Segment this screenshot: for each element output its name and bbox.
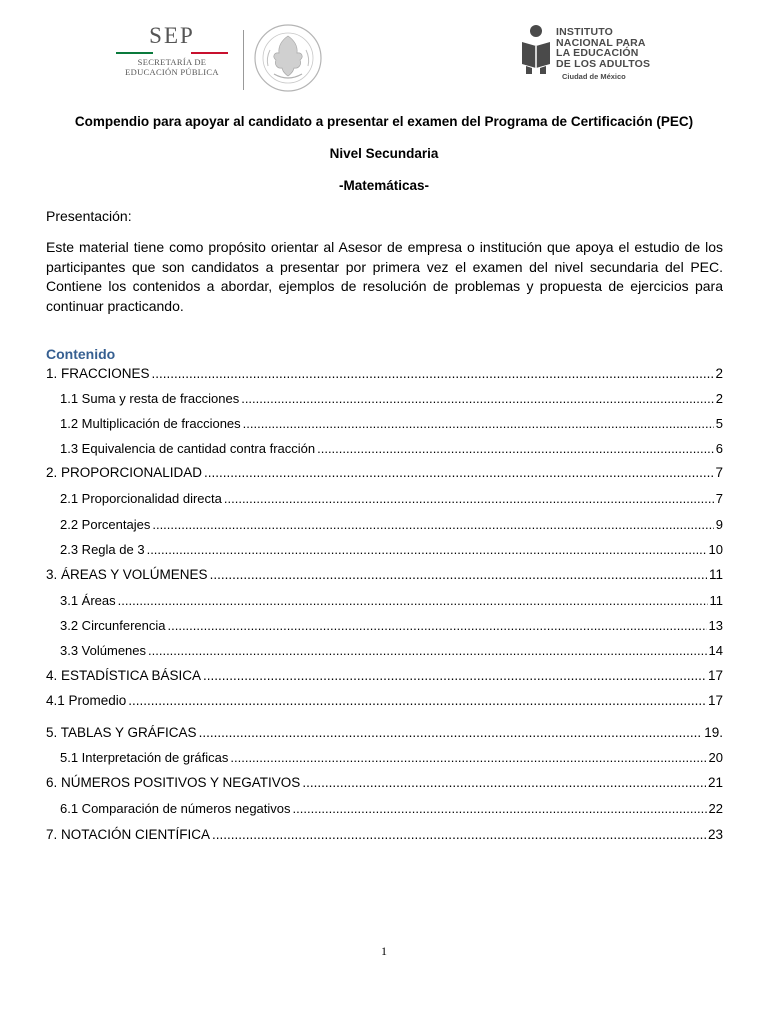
toc-entry-page: 23 (707, 827, 723, 842)
page-number: 1 (381, 944, 387, 958)
toc-entry[interactable] (46, 725, 723, 743)
toc-entry-label: 4.1 Promedio (46, 693, 127, 708)
toc-entry-label: 3. ÁREAS Y VOLÚMENES (46, 567, 208, 582)
toc-entry[interactable] (60, 801, 723, 819)
toc-entry-label: 2.3 Regla de 3 (60, 542, 145, 557)
sep-logo (112, 22, 232, 92)
toc-entry-label: 2.2 Porcentajes (60, 517, 151, 532)
contents-heading: Contenido (46, 346, 116, 362)
toc-entry[interactable] (46, 693, 723, 711)
toc-entry-page: 19. (704, 725, 723, 740)
toc-entry[interactable] (60, 416, 723, 434)
toc-entry-label: 5. TABLAS Y GRÁFICAS (46, 725, 197, 740)
toc-entry[interactable] (46, 827, 723, 845)
toc-entry[interactable] (60, 618, 723, 636)
toc-entry-label: 1.3 Equivalencia de cantidad contra fracción (60, 441, 316, 456)
toc-entry[interactable] (60, 491, 723, 509)
toc-entry-page: 22 (708, 801, 723, 816)
inea-line-3: LA EDUCACIÓN (556, 47, 639, 59)
toc-entry-label: 4. ESTADÍSTICA BÁSICA (46, 668, 202, 683)
toc-entry-page: 6 (715, 441, 723, 456)
toc-entry-label: 3.1 Áreas (60, 593, 116, 608)
toc-entry[interactable] (46, 775, 723, 793)
toc-entry-label: 3.2 Circunferencia (60, 618, 166, 633)
sep-logo-subtitle-1: SECRETARÍA DE (137, 57, 207, 67)
document-title: Compendio para apoyar al candidato a presentar el examen del Programa de Certificación (PEC) (74, 114, 694, 129)
toc-entry-page: 2 (715, 366, 723, 381)
toc-entry-page: 9 (715, 517, 723, 532)
toc-entry-page: 13 (708, 618, 723, 633)
toc-entry-page: 21 (707, 775, 723, 790)
toc-entry-page: 11 (708, 567, 723, 582)
document-subject: -Matemáticas- (338, 178, 430, 193)
toc-entry-page: 2 (715, 391, 723, 406)
toc-entry-page: 10 (708, 542, 723, 557)
logo-divider (243, 30, 244, 90)
toc-entry[interactable] (46, 668, 723, 686)
toc-entry-label: 6. NÚMEROS POSITIVOS Y NEGATIVOS (46, 775, 301, 790)
toc-entry-page: 17 (707, 668, 723, 683)
presentation-heading: Presentación: (46, 208, 132, 224)
toc-entry[interactable] (60, 441, 723, 459)
toc-entry-label: 2. PROPORCIONALIDAD (46, 465, 203, 480)
toc-entry-page: 11 (709, 593, 723, 608)
document-level: Nivel Secundaria (329, 146, 439, 161)
toc-entry-label: 6.1 Comparación de números negativos (60, 801, 291, 816)
toc-entry[interactable] (60, 593, 723, 611)
toc-entry[interactable] (60, 643, 723, 661)
toc-entry-page: 7 (715, 491, 723, 506)
toc-entry-label: 3.3 Volúmenes (60, 643, 147, 658)
toc-entry[interactable] (60, 542, 723, 560)
toc-entry-page: 7 (715, 465, 723, 480)
presentation-paragraph: Este material tiene como propósito orientar al Asesor de empresa o institución que apoya el estudio de los participantes que son candidatos a presentar por primera vez el examen del nivel secundaria del PEC. Contiene los contenidos a abordar, ejemplos de resolución de problemas y propuesta de ejercicios para continuar practicando. (46, 239, 723, 314)
toc-entry-page: 17 (707, 693, 723, 708)
toc-entry-label: 1.1 Suma y resta de fracciones (60, 391, 240, 406)
inea-line-1: INSTITUTO (556, 26, 614, 38)
inea-line-4: DE LOS ADULTOS (556, 57, 651, 70)
toc-entry-page: 14 (708, 643, 723, 658)
sep-logo-subtitle-2: EDUCACIÓN PÚBLICA (125, 67, 219, 77)
toc-entry-label: 5.1 Interpretación de gráficas (60, 750, 229, 765)
sep-logo-name: SEP (149, 23, 195, 48)
sep-tricolor-rule (116, 52, 228, 54)
toc-entry-label: 1. FRACCIONES (46, 366, 150, 381)
toc-entry[interactable] (60, 750, 723, 768)
inea-reading-figure-icon (518, 24, 554, 74)
mexican-coat-of-arms-seal-icon (252, 22, 324, 94)
toc-entry-label: 7. NOTACIÓN CIENTÍFICA (46, 827, 211, 842)
inea-line-2: NACIONAL PARA (556, 36, 646, 49)
toc-entry-page: 20 (708, 750, 723, 765)
toc-entry[interactable] (46, 465, 723, 483)
toc-entry-page: 5 (715, 416, 723, 431)
inea-logo-text (556, 27, 650, 69)
toc-entry[interactable] (46, 366, 723, 384)
toc-entry[interactable] (60, 517, 723, 535)
toc-entry[interactable] (46, 567, 723, 585)
inea-city: Ciudad de México (562, 72, 626, 81)
toc-entry-label: 2.1 Proporcionalidad directa (60, 491, 222, 506)
toc-entry-label: 1.2 Multiplicación de fracciones (60, 416, 241, 431)
toc-entry[interactable] (60, 391, 723, 409)
